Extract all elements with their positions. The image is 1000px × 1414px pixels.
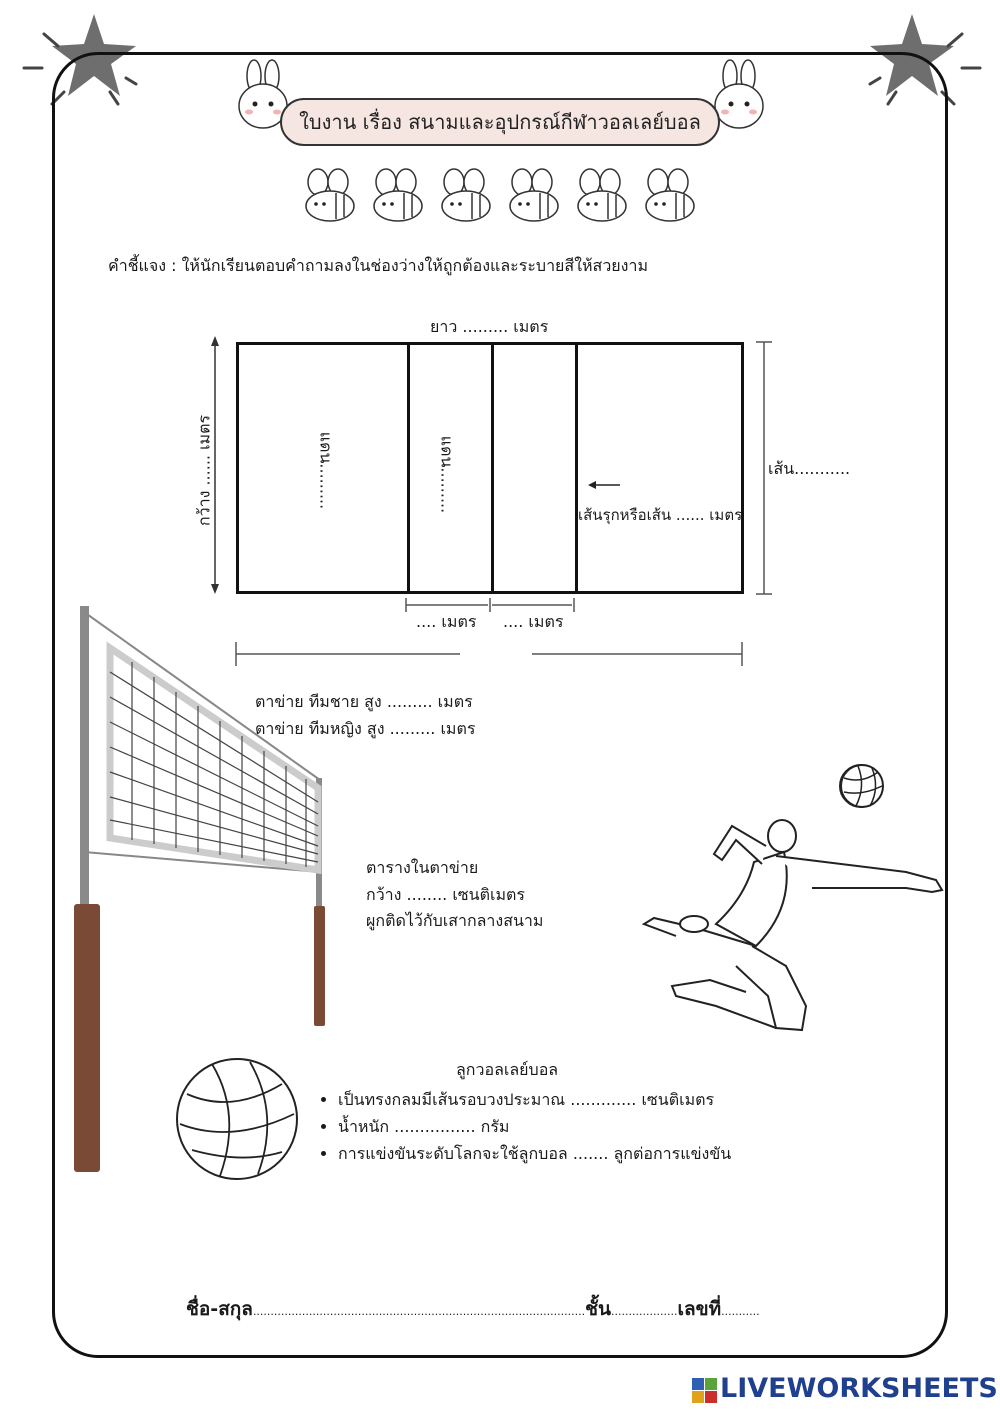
bee-icon: [306, 169, 354, 221]
bee-icon: [510, 169, 558, 221]
list-item: • การแข่งขันระดับโลกจะใช้ลูกบอล ....... ลูกต่อการแข่งขัน: [338, 1140, 731, 1167]
volleyball-small-icon: [838, 762, 886, 810]
liveworksheets-logo-icon: [692, 1378, 718, 1404]
court-width-label: กว้าง ...... เมตร: [194, 414, 214, 527]
dim-right-label: .... เมตร: [503, 612, 564, 631]
brand-name[interactable]: LIVEWORKSHEETS: [720, 1373, 998, 1404]
dim-left-label: .... เมตร: [416, 612, 477, 631]
class-label: ชั้น: [585, 1298, 612, 1320]
center-line: [491, 345, 494, 591]
name-label: ชื่อ-สกุล: [186, 1298, 253, 1320]
mesh-width: กว้าง ........ เซนติเมตร: [366, 885, 525, 904]
name-field[interactable]: ...............................................................................................: [252, 1305, 586, 1318]
class-field[interactable]: ...................: [611, 1305, 678, 1318]
volleyball-player-illustration: [636, 756, 952, 1040]
net-height-men: ตาข่าย ทีมชาย สูง ......... เมตร: [255, 692, 473, 711]
left-arrow-icon: [588, 478, 622, 492]
worksheet-title-box: [280, 98, 720, 146]
ball-heading: ลูกวอลเลย์บอล: [456, 1060, 559, 1079]
bee-row: [300, 168, 700, 226]
zone-left-label: แดน.........: [316, 431, 336, 510]
court-length-label: ยาว ......... เมตร: [430, 317, 549, 336]
bee-icon: [578, 169, 626, 221]
attack-line-right: [575, 345, 578, 591]
instructions: คำชี้แจง : ให้นักเรียนตอบคำถามลงในช่องว่างให้ถูกต้องและระบายสีให้สวยงาม: [108, 256, 649, 275]
side-line-label: เส้น...........: [768, 459, 851, 478]
bee-icon: [442, 169, 490, 221]
volleyball-icon: [172, 1054, 302, 1184]
list-item: • น้ำหนัก ................ กรัม: [338, 1113, 731, 1140]
attack-line-label: เส้นรุกหรือเส้น ...... เมตร: [578, 506, 743, 524]
number-field[interactable]: ...........: [721, 1305, 760, 1318]
mesh-title: ตารางในตาข่าย: [366, 858, 479, 877]
ball-info-list: [316, 1086, 731, 1167]
attack-line-left: [407, 345, 410, 591]
list-item: • เป็นทรงกลมมีเส้นรอบวงประมาณ ............. เซนติเมตร: [338, 1086, 731, 1113]
bee-icon: [646, 169, 694, 221]
bee-icon: [374, 169, 422, 221]
zone-mid-label: แดน.........: [437, 435, 457, 514]
number-label: เลขที่: [677, 1298, 722, 1320]
student-info-line: [186, 1294, 760, 1324]
worksheet-title: ใบงาน เรื่อง สนามและอุปกรณ์กีฬาวอลเลย์บอล: [299, 110, 701, 134]
net-height-women: ตาข่าย ทีมหญิง สูง ......... เมตร: [255, 719, 476, 738]
mesh-tie: ผูกติดไว้กับเสากลางสนาม: [366, 911, 544, 930]
